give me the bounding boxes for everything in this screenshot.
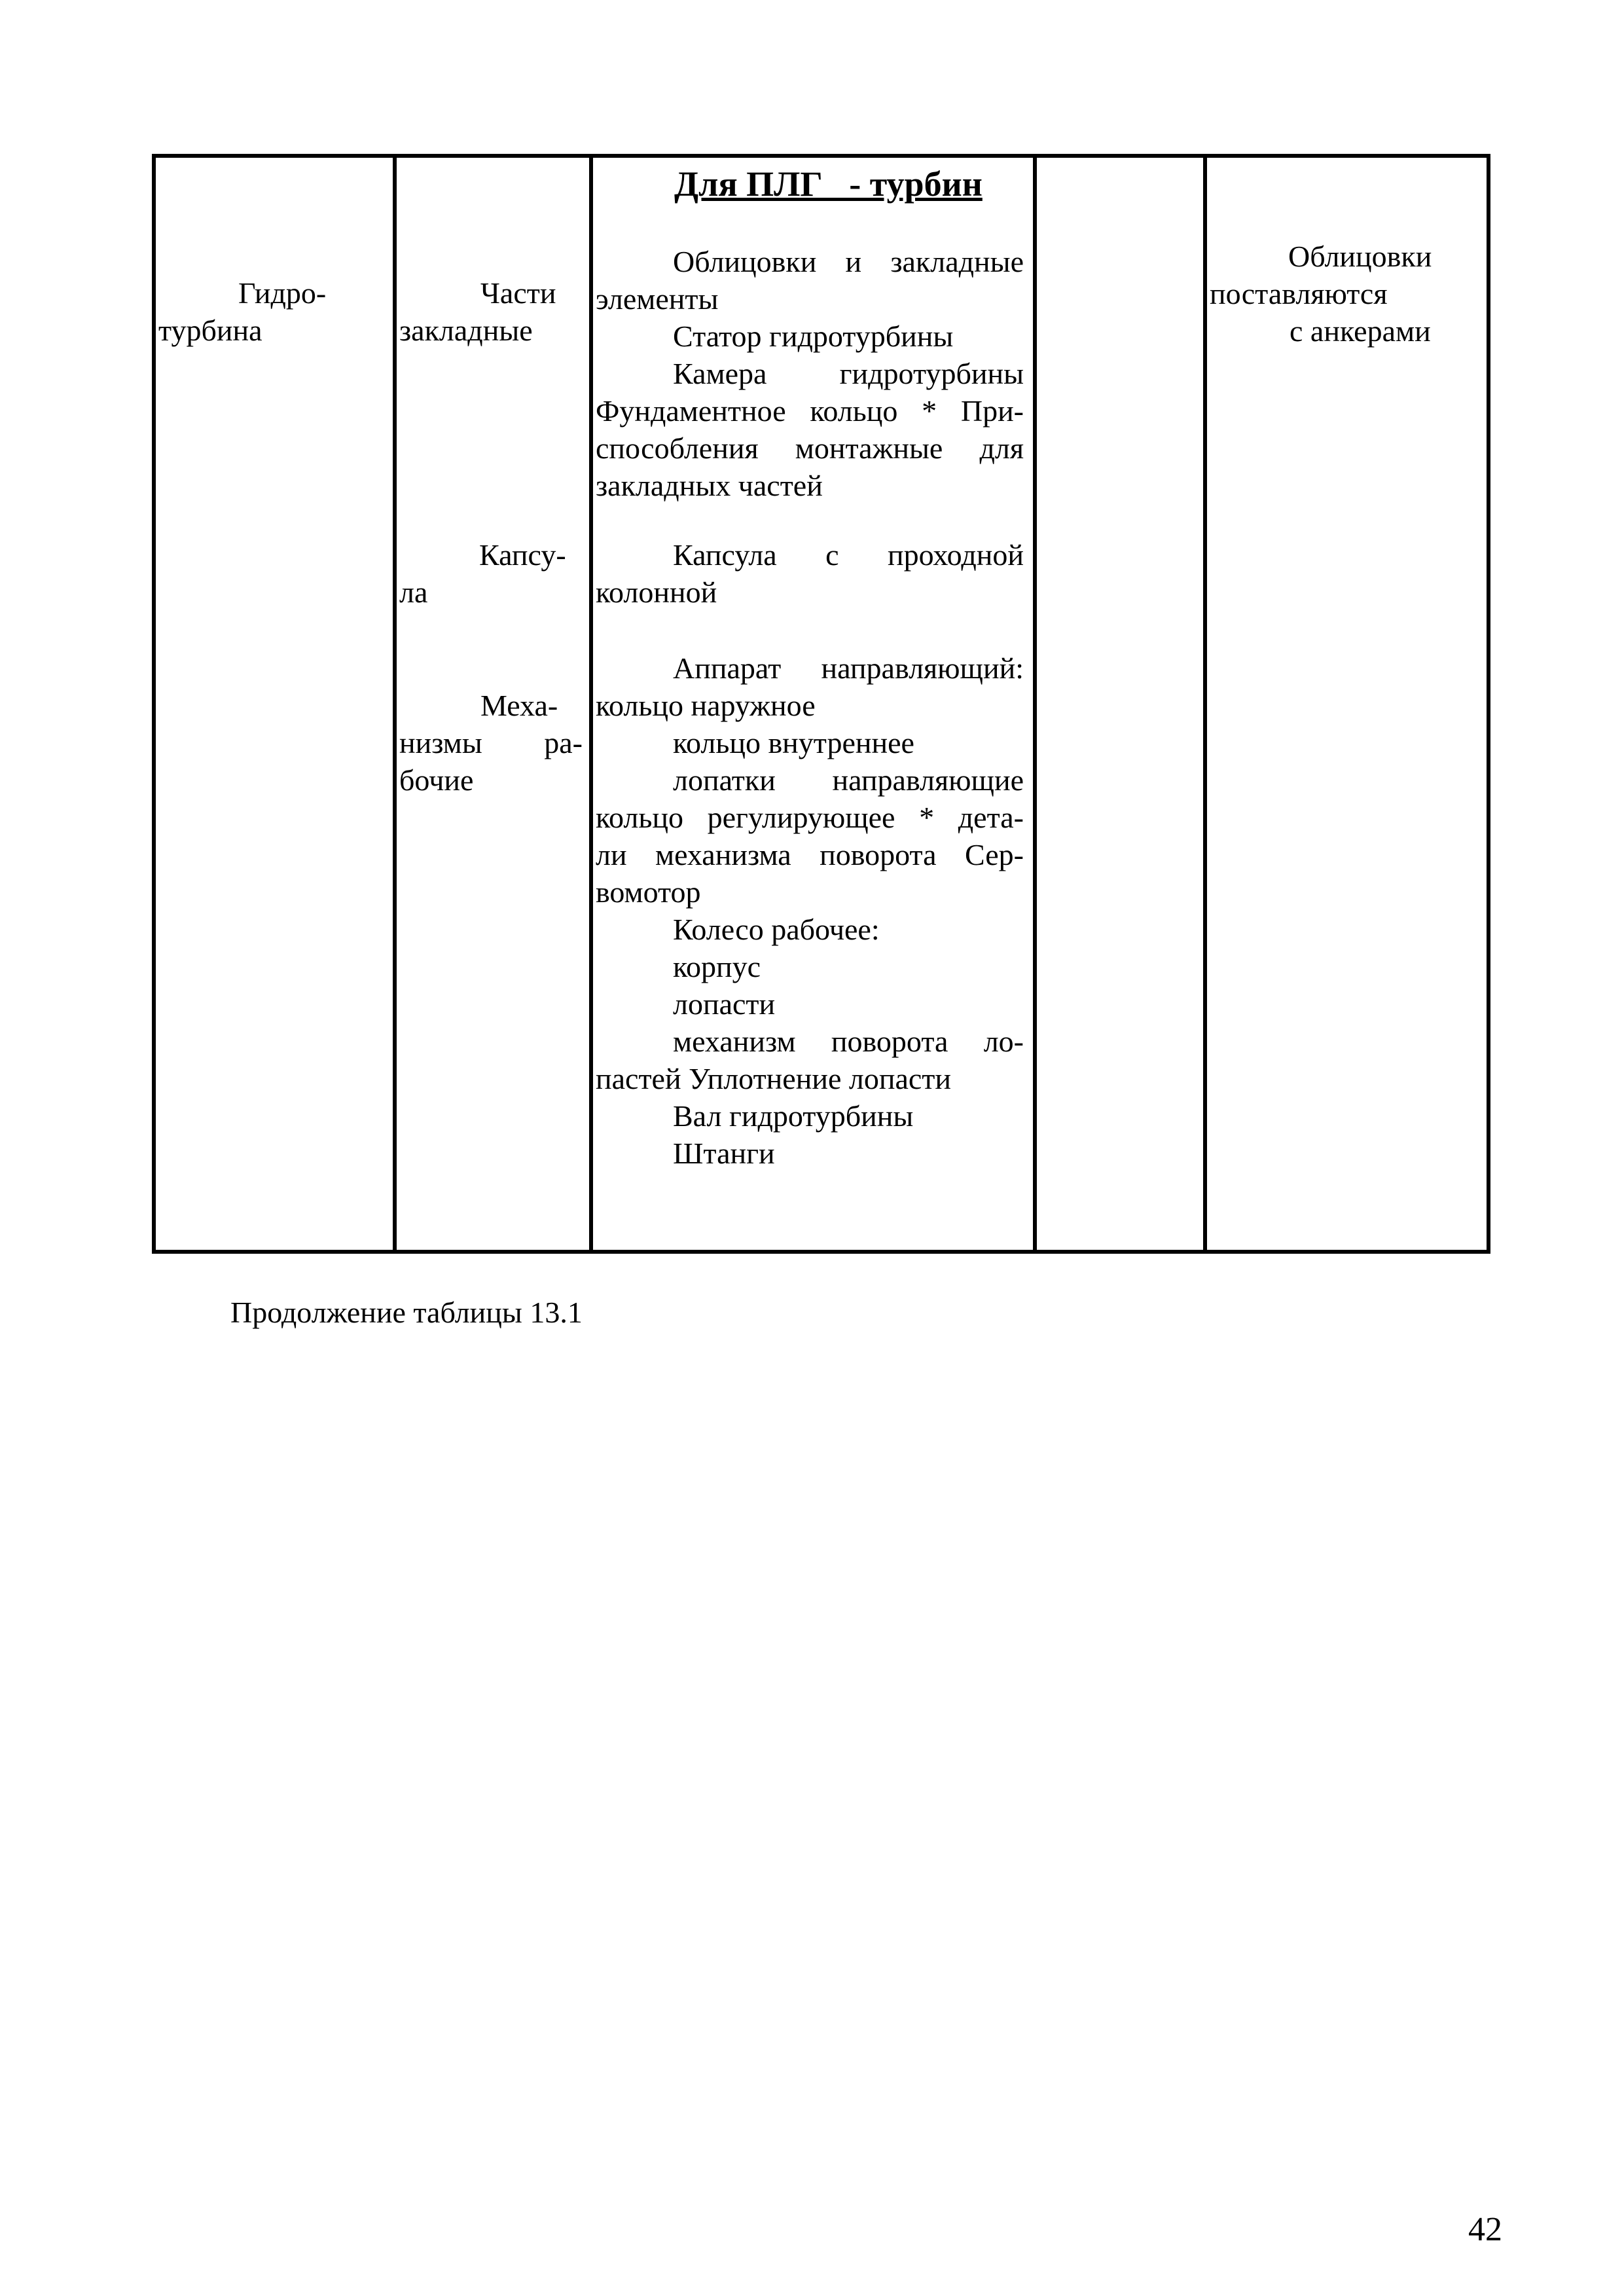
component-line: Облицовки и закладные (673, 245, 1024, 278)
components-capsule (596, 536, 1024, 611)
component-line: Колесо рабочее: (673, 913, 880, 946)
assembly-group-mechanisms (399, 687, 583, 799)
components-mechanisms (596, 649, 1024, 1172)
component-line: способления монтажные для (596, 431, 1024, 465)
component-line: элементы (596, 282, 719, 316)
column-assembly (397, 158, 589, 1250)
column-equipment (156, 158, 393, 1250)
equipment-name-line-1: Гидро- (238, 276, 327, 310)
note-line-3: с анкерами (1290, 314, 1431, 348)
assembly-group-capsule (399, 536, 583, 611)
component-line: Капсула с проходной (673, 538, 1024, 572)
component-line: Фундаментное кольцо * При- (596, 394, 1024, 428)
component-line: Камера гидротурбины (673, 357, 1024, 390)
component-line: Аппарат направляющий: (673, 651, 1024, 685)
assembly-embedded-line-1: Части (480, 276, 556, 310)
component-line: Статор гидротурбины (673, 319, 954, 353)
component-line: ли механизма поворота Сер- (596, 838, 1024, 871)
note-line-1: Облицовки (1288, 240, 1432, 273)
page-number: 42 (1468, 2211, 1502, 2248)
component-line: лопасти (673, 987, 776, 1021)
assembly-capsule-line-2: ла (399, 575, 428, 609)
assembly-mechanisms-line-1: Меха- (480, 689, 558, 722)
component-line: вомотор (596, 875, 701, 909)
component-line: кольцо внутреннее (673, 726, 914, 759)
equipment-table (152, 154, 1490, 1254)
column-components (593, 158, 1033, 1250)
component-line: пастей Уплотнение лопасти (596, 1062, 951, 1095)
assembly-group-embedded (399, 274, 583, 349)
assembly-mechanisms-line-2: низмы ра- (399, 726, 583, 759)
component-line: колонной (596, 575, 717, 609)
component-line: кольцо наружное (596, 689, 816, 722)
component-line: корпус (673, 950, 761, 983)
assembly-capsule-line-1: Капсу- (479, 538, 566, 572)
note-line-2: поставляются (1210, 277, 1388, 310)
equipment-name-line-2: турбина (158, 314, 262, 347)
table-continuation-caption: Продолжение таблицы 13.1 (230, 1296, 583, 1329)
equipment-name (158, 274, 389, 349)
assembly-embedded-line-2: закладные (399, 314, 533, 347)
component-line: Штанги (673, 1137, 775, 1170)
section-heading: Для ПЛГ - турбин (674, 164, 983, 204)
component-line: механизм поворота ло- (673, 1025, 1024, 1058)
column-notes (1207, 158, 1487, 1250)
column-empty (1037, 158, 1203, 1250)
component-line: закладных частей (596, 469, 823, 502)
component-line: кольцо регулирующее * дета- (596, 801, 1024, 834)
assembly-mechanisms-line-3: бочие (399, 763, 474, 797)
component-line: лопатки направляющие (673, 763, 1024, 797)
note-text (1210, 238, 1478, 350)
components-list (596, 243, 1024, 504)
component-line: Вал гидротурбины (673, 1099, 914, 1133)
